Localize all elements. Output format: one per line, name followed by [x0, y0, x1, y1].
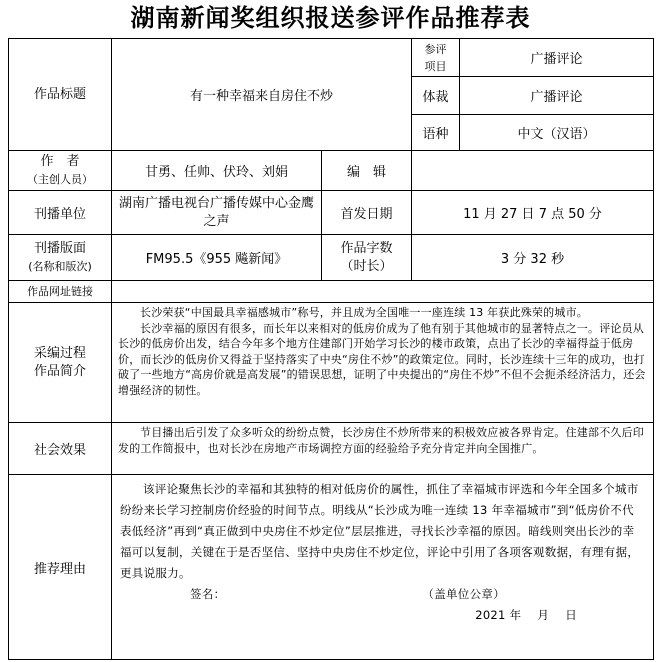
reason-cell — [112, 475, 654, 660]
publisher-value: 湖南广播电视台广播传媒中心金鹰之声 — [112, 191, 322, 235]
seal-label: （盖单位公章） — [422, 587, 505, 601]
date-year: 2021 年 — [475, 608, 522, 622]
url-value — [112, 281, 654, 303]
reason-label: 推荐理由 — [9, 475, 112, 660]
first-date-label: 首发日期 — [322, 191, 412, 235]
signature-line — [120, 584, 645, 605]
length-value: 3 分 32 秒 — [412, 235, 654, 281]
effect-label: 社会效果 — [9, 423, 112, 475]
page-label: 刊播版面 (名称和版次) — [9, 235, 112, 281]
work-title-label: 作品标题 — [9, 39, 112, 151]
sign-label: 签名： — [190, 587, 226, 601]
genre-label: 体裁 — [412, 77, 460, 115]
author-label: 作 者 （主创人员） — [9, 151, 112, 191]
language-label: 语种 — [412, 115, 460, 151]
language-value: 中文（汉语） — [460, 115, 654, 151]
date-day: 日 — [565, 608, 577, 622]
page-value: FM95.5《955 飚新闻》 — [112, 235, 322, 281]
process-paragraph: 长沙幸福的原因有很多，而长年以来相对的低房价成为了他有别于其他城市的显著特点之一。评论员从长沙的低房价出发，结合今年多个地方住建部门开始学习长沙的楼市政策，点出了长沙的幸福得益于低房价，而长沙的低房价又得益于坚持落实了中央“房住不炒”的政策定位。同时，长沙连续十三年的成功，也打破了一些地方“高房价就是高发展”的错误思想，证明了中央提出的“房住不炒”不但不会扼杀经济活力，还会增强经济的韧性。 — [118, 321, 646, 397]
first-date-value: 11 月 27 日 7 点 50 分 — [412, 191, 654, 235]
effect-text: 节目播出后引发了众多听众的纷纷点赞，长沙房住不炒所带来的积极效应被各界肯定。住建部不久后印发的工作简报中，也对长沙在房地产市场调控方面的经验给予充分肯定并向全国推广。 — [112, 423, 654, 475]
author-value: 甘勇、任帅、伏玲、刘娟 — [112, 151, 322, 191]
publisher-label: 刊播单位 — [9, 191, 112, 235]
category-label: 参评 项目 — [412, 39, 460, 77]
process-paragraph: 长沙荣获“中国最具幸福感城市”称号，并且成为全国唯一一座连续 13 年获此殊荣的城市。 — [140, 306, 588, 319]
date-line — [120, 605, 645, 626]
date-month: 月 — [537, 608, 550, 622]
category-value: 广播评论 — [460, 39, 654, 77]
editor-label: 编 辑 — [322, 151, 412, 191]
process-text — [112, 303, 654, 423]
process-label: 采编过程 作品简介 — [9, 303, 112, 423]
work-title-value: 有一种幸福来自房住不炒 — [112, 39, 412, 151]
page-title: 湖南新闻奖组织报送参评作品推荐表 — [130, 3, 531, 32]
recommendation-form — [8, 38, 654, 660]
genre-value: 广播评论 — [460, 77, 654, 115]
length-label: 作品字数 （时长） — [322, 235, 412, 281]
editor-value — [412, 151, 654, 191]
reason-text: 该评论聚焦长沙的幸福和其独特的相对低房价的属性，抓住了幸福城市评选和今年全国多个城市纷纷来长学习控制房价经验的时间节点。明线从“长沙成为唯一连续 13 年幸福城市”到“低房价不代表低经济”再到“真正做到中央房住不炒定位”层层推进，寻找长沙幸福的原因。暗线则突出长沙的幸福可以复制，关键在于是否坚信、坚持中央房住不炒定位，评论中引用了各项客观数据，有理有据，更具说服力。 — [120, 482, 640, 580]
url-label: 作品网址链接 — [9, 281, 112, 303]
